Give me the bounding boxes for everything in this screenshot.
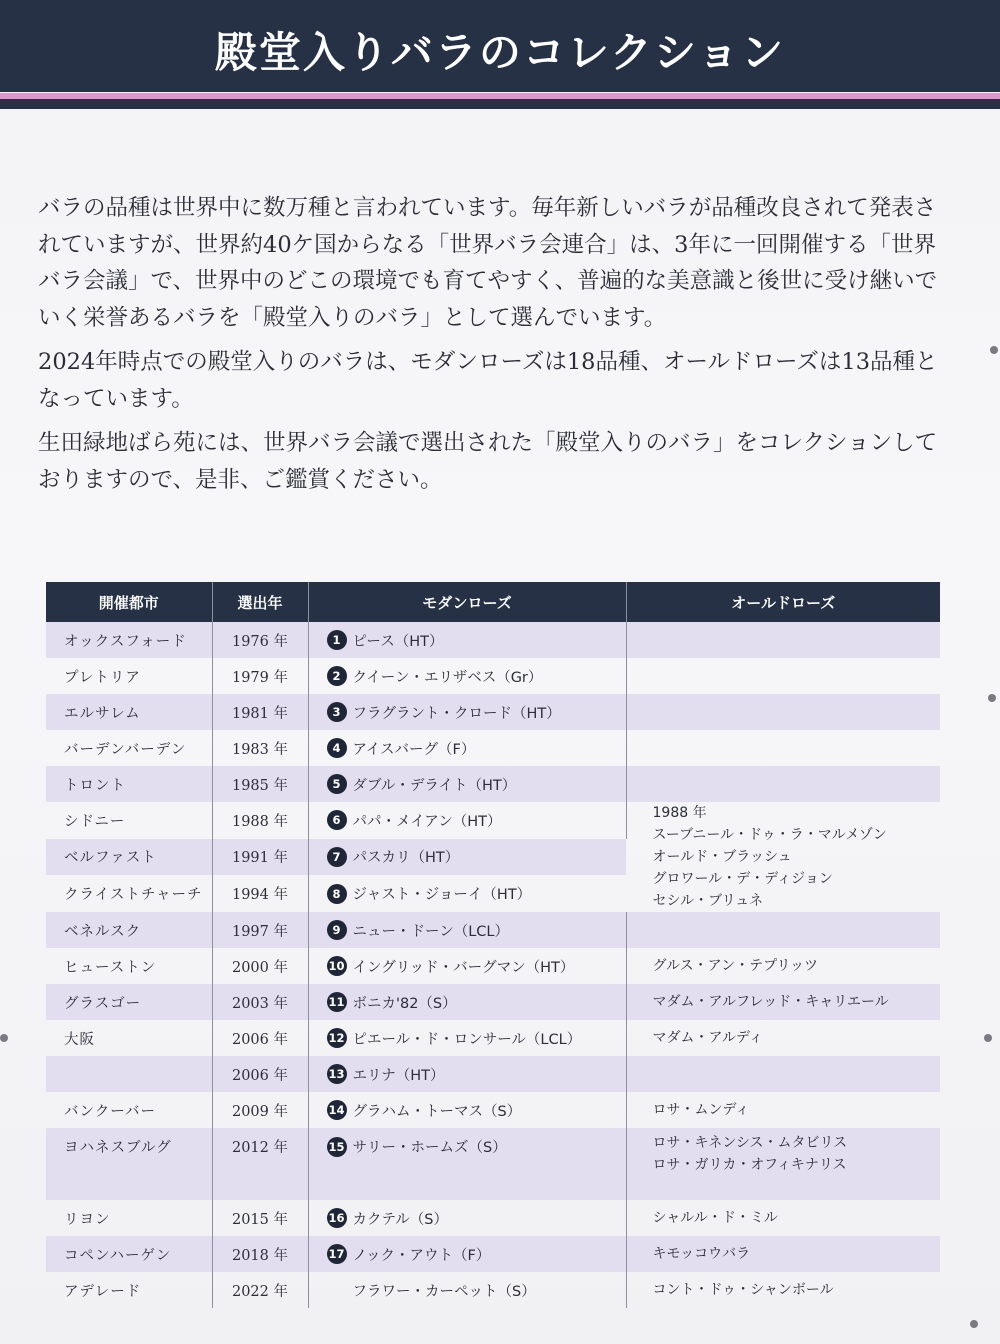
modern-rose-name: ダブル・デライト（HT） bbox=[352, 777, 517, 794]
modern-rose-name: エリナ（HT） bbox=[352, 1067, 445, 1084]
cell-modern-rose bbox=[308, 1236, 626, 1272]
cell-year: 2000 年 bbox=[212, 948, 308, 984]
cell-modern-rose bbox=[308, 766, 626, 802]
modern-rose-name: カクテル（S） bbox=[352, 1211, 448, 1228]
modern-rose-name: ピース（HT） bbox=[352, 633, 444, 650]
cell-old-rose bbox=[626, 1128, 940, 1200]
cell-modern-rose bbox=[308, 984, 626, 1020]
cell-modern-rose bbox=[308, 1128, 626, 1200]
cell-modern-rose bbox=[308, 1020, 626, 1056]
cell-modern-rose bbox=[308, 658, 626, 694]
rose-number-badge: 14 bbox=[327, 1100, 347, 1120]
rose-number-badge: 13 bbox=[327, 1064, 347, 1084]
cell-year: 2015 年 bbox=[212, 1200, 308, 1236]
old-rose-name: グルス・アン・テプリッツ bbox=[652, 958, 818, 974]
modern-rose-name: クイーン・エリザベス（Gr） bbox=[352, 669, 543, 686]
cell-year: 1997 年 bbox=[212, 912, 308, 948]
modern-rose-name: ノック・アウト（F） bbox=[352, 1247, 491, 1264]
title-banner bbox=[0, 0, 1000, 92]
cell-modern-rose bbox=[308, 839, 626, 876]
table-row bbox=[46, 802, 940, 839]
table-row bbox=[46, 948, 940, 984]
table-row bbox=[46, 1092, 940, 1128]
cell-city: エルサレム bbox=[46, 694, 212, 730]
rose-number-badge: 3 bbox=[327, 702, 347, 722]
cell-city: ベルファスト bbox=[46, 839, 212, 876]
cell-year: 1988 年 bbox=[212, 802, 308, 839]
cell-old-rose-group bbox=[626, 802, 940, 912]
rose-number-badge: 5 bbox=[327, 774, 347, 794]
cell-city: トロント bbox=[46, 766, 212, 802]
cell-old-rose bbox=[626, 912, 940, 948]
modern-rose-name: アイスバーグ（F） bbox=[352, 741, 476, 758]
cell-old-rose bbox=[626, 1236, 940, 1272]
cell-city: 大阪 bbox=[46, 1020, 212, 1056]
screw-icon bbox=[990, 346, 998, 354]
table-row bbox=[46, 1236, 940, 1272]
old-rose-name: キモッコウバラ bbox=[652, 1246, 751, 1262]
old-rose-name: オールド・ブラッシュ bbox=[652, 849, 792, 865]
cell-modern-rose bbox=[308, 622, 626, 658]
table-row bbox=[46, 766, 940, 802]
old-rose-name: ロサ・キネンシス・ムタビリス bbox=[652, 1135, 848, 1151]
intro-paragraph: 2024年時点での殿堂入りのバラは、モダンローズは18品種、オールドローズは13品種となっています。 bbox=[38, 349, 938, 412]
intro-text bbox=[38, 190, 958, 506]
cell-old-rose bbox=[626, 766, 940, 802]
cell-old-rose bbox=[626, 1092, 940, 1128]
header-modern: モダンローズ bbox=[308, 582, 626, 622]
table-row bbox=[46, 622, 940, 658]
old-rose-name: シャルル・ド・ミル bbox=[652, 1210, 778, 1226]
cell-year: 2006 年 bbox=[212, 1020, 308, 1056]
cell-year: 1991 年 bbox=[212, 839, 308, 876]
cell-year: 1979 年 bbox=[212, 658, 308, 694]
cell-city: ヨハネスブルグ bbox=[46, 1128, 212, 1200]
cell-city: リヨン bbox=[46, 1200, 212, 1236]
modern-rose-name: グラハム・トーマス（S） bbox=[352, 1103, 522, 1120]
cell-modern-rose bbox=[308, 948, 626, 984]
modern-rose-name: ボニカ'82（S） bbox=[352, 995, 457, 1012]
old-rose-name: スーブニール・ドゥ・ラ・マルメゾン bbox=[652, 827, 887, 843]
cell-year: 2018 年 bbox=[212, 1236, 308, 1272]
cell-old-rose bbox=[626, 622, 940, 658]
rose-number-badge: 7 bbox=[327, 847, 347, 867]
cell-old-rose bbox=[626, 1200, 940, 1236]
page-title: 殿堂入りバラのコレクション bbox=[214, 28, 786, 77]
modern-rose-name: イングリッド・バーグマン（HT） bbox=[352, 959, 575, 976]
old-rose-name: セシル・ブリュネ bbox=[652, 893, 764, 909]
rose-number-badge: 12 bbox=[327, 1028, 347, 1048]
cell-year: 2012 年 bbox=[212, 1128, 308, 1200]
screw-icon bbox=[984, 1034, 992, 1042]
cell-city: クライストチャーチ bbox=[46, 875, 212, 912]
header-year: 選出年 bbox=[212, 582, 308, 622]
cell-city bbox=[46, 1056, 212, 1092]
old-rose-name: ロサ・ガリカ・オフィキナリス bbox=[652, 1157, 847, 1173]
cell-year: 1983 年 bbox=[212, 730, 308, 766]
modern-rose-name: パパ・メイアン（HT） bbox=[352, 813, 502, 830]
cell-year: 2003 年 bbox=[212, 984, 308, 1020]
divider-stripe bbox=[0, 99, 1000, 109]
cell-year: 2022 年 bbox=[212, 1272, 308, 1308]
cell-modern-rose bbox=[308, 730, 626, 766]
cell-city: シドニー bbox=[46, 802, 212, 839]
modern-rose-name: サリー・ホームズ（S） bbox=[352, 1140, 507, 1156]
modern-rose-name: フラワー・カーペット（S） bbox=[352, 1283, 536, 1300]
rose-number-badge: 17 bbox=[327, 1244, 347, 1264]
table-row bbox=[46, 694, 940, 730]
cell-modern-rose bbox=[308, 1056, 626, 1092]
rose-number-badge: 16 bbox=[327, 1208, 347, 1228]
old-rose-year: 1988 年 bbox=[652, 805, 707, 821]
cell-old-rose bbox=[626, 1272, 940, 1308]
old-rose-name: グロワール・デ・ディジョン bbox=[652, 871, 833, 887]
cell-old-rose bbox=[626, 984, 940, 1020]
cell-city: プレトリア bbox=[46, 658, 212, 694]
cell-year: 1994 年 bbox=[212, 875, 308, 912]
screw-icon bbox=[970, 1320, 978, 1328]
table-row bbox=[46, 912, 940, 948]
cell-modern-rose bbox=[308, 802, 626, 839]
cell-city: アデレード bbox=[46, 1272, 212, 1308]
screw-icon bbox=[0, 1034, 8, 1042]
modern-rose-name: ニュー・ドーン（LCL） bbox=[352, 923, 509, 940]
cell-city: バンクーバー bbox=[46, 1092, 212, 1128]
table-row bbox=[46, 658, 940, 694]
cell-modern-rose bbox=[308, 875, 626, 912]
cell-old-rose bbox=[626, 948, 940, 984]
cell-city: オックスフォード bbox=[46, 622, 212, 658]
table-row bbox=[46, 1056, 940, 1092]
cell-old-rose bbox=[626, 658, 940, 694]
cell-city: バーデンバーデン bbox=[46, 730, 212, 766]
modern-rose-name: ジャスト・ジョーイ（HT） bbox=[352, 887, 532, 904]
modern-rose-name: ピエール・ド・ロンサール（LCL） bbox=[352, 1031, 582, 1048]
cell-old-rose bbox=[626, 1020, 940, 1056]
header-city: 開催都市 bbox=[46, 582, 212, 622]
table-row bbox=[46, 1200, 940, 1236]
cell-city: ベネルスク bbox=[46, 912, 212, 948]
table-row bbox=[46, 1020, 940, 1056]
cell-year: 2009 年 bbox=[212, 1092, 308, 1128]
cell-year: 1976 年 bbox=[212, 622, 308, 658]
cell-old-rose bbox=[626, 1056, 940, 1092]
intro-paragraph: バラの品種は世界中に数万種と言われています。毎年新しいバラが品種改良されて発表されていますが、世界約40ケ国からなる「世界バラ会連合」は、3年に一回開催する「世界バラ会議」で、世界中のどこの環境でも育てやすく、普遍的な美意識と後世に受け継いでいく栄誉あるバラを「殿堂入りのバラ」として選んでいます。 bbox=[38, 195, 938, 331]
table-row bbox=[46, 984, 940, 1020]
table-row bbox=[46, 730, 940, 766]
old-rose-name: コント・ドゥ・シャンボール bbox=[652, 1282, 834, 1298]
cell-modern-rose bbox=[308, 1092, 626, 1128]
screw-icon bbox=[988, 694, 996, 702]
cell-old-rose bbox=[626, 694, 940, 730]
header-old: オールドローズ bbox=[626, 582, 940, 622]
modern-rose-name: パスカリ（HT） bbox=[352, 850, 460, 867]
rose-number-badge: 10 bbox=[327, 956, 347, 976]
old-rose-name: マダム・アルディ bbox=[652, 1030, 763, 1046]
rose-number-badge: 15 bbox=[327, 1137, 347, 1157]
rose-number-badge: 4 bbox=[327, 738, 347, 758]
cell-city: コペンハーゲン bbox=[46, 1236, 212, 1272]
cell-city: ヒューストン bbox=[46, 948, 212, 984]
cell-year: 1985 年 bbox=[212, 766, 308, 802]
old-rose-name: マダム・アルフレッド・キャリエール bbox=[652, 994, 889, 1010]
cell-city: グラスゴー bbox=[46, 984, 212, 1020]
rose-number-badge: 1 bbox=[327, 630, 347, 650]
hall-of-fame-table bbox=[46, 582, 940, 1308]
cell-modern-rose bbox=[308, 912, 626, 948]
table-row bbox=[46, 1272, 940, 1308]
cell-year: 2006 年 bbox=[212, 1056, 308, 1092]
rose-number-badge: 6 bbox=[327, 810, 347, 830]
cell-modern-rose bbox=[308, 694, 626, 730]
rose-number-badge: 2 bbox=[327, 666, 347, 686]
intro-paragraph: 生田緑地ばら苑には、世界バラ会議で選出された「殿堂入りのバラ」をコレクションしておりますので、是非、ご鑑賞ください。 bbox=[38, 430, 938, 493]
cell-year: 1981 年 bbox=[212, 694, 308, 730]
rose-number-badge: 9 bbox=[327, 920, 347, 940]
rose-number-badge: 8 bbox=[327, 884, 347, 904]
cell-old-rose bbox=[626, 730, 940, 766]
rose-number-badge: 11 bbox=[327, 992, 347, 1012]
cell-modern-rose bbox=[308, 1200, 626, 1236]
modern-rose-name: フラグラント・クロード（HT） bbox=[352, 705, 561, 722]
old-rose-name: ロサ・ムンディ bbox=[652, 1102, 750, 1118]
cell-modern-rose bbox=[308, 1272, 626, 1308]
table-row bbox=[46, 1128, 940, 1200]
table-header bbox=[46, 582, 940, 622]
